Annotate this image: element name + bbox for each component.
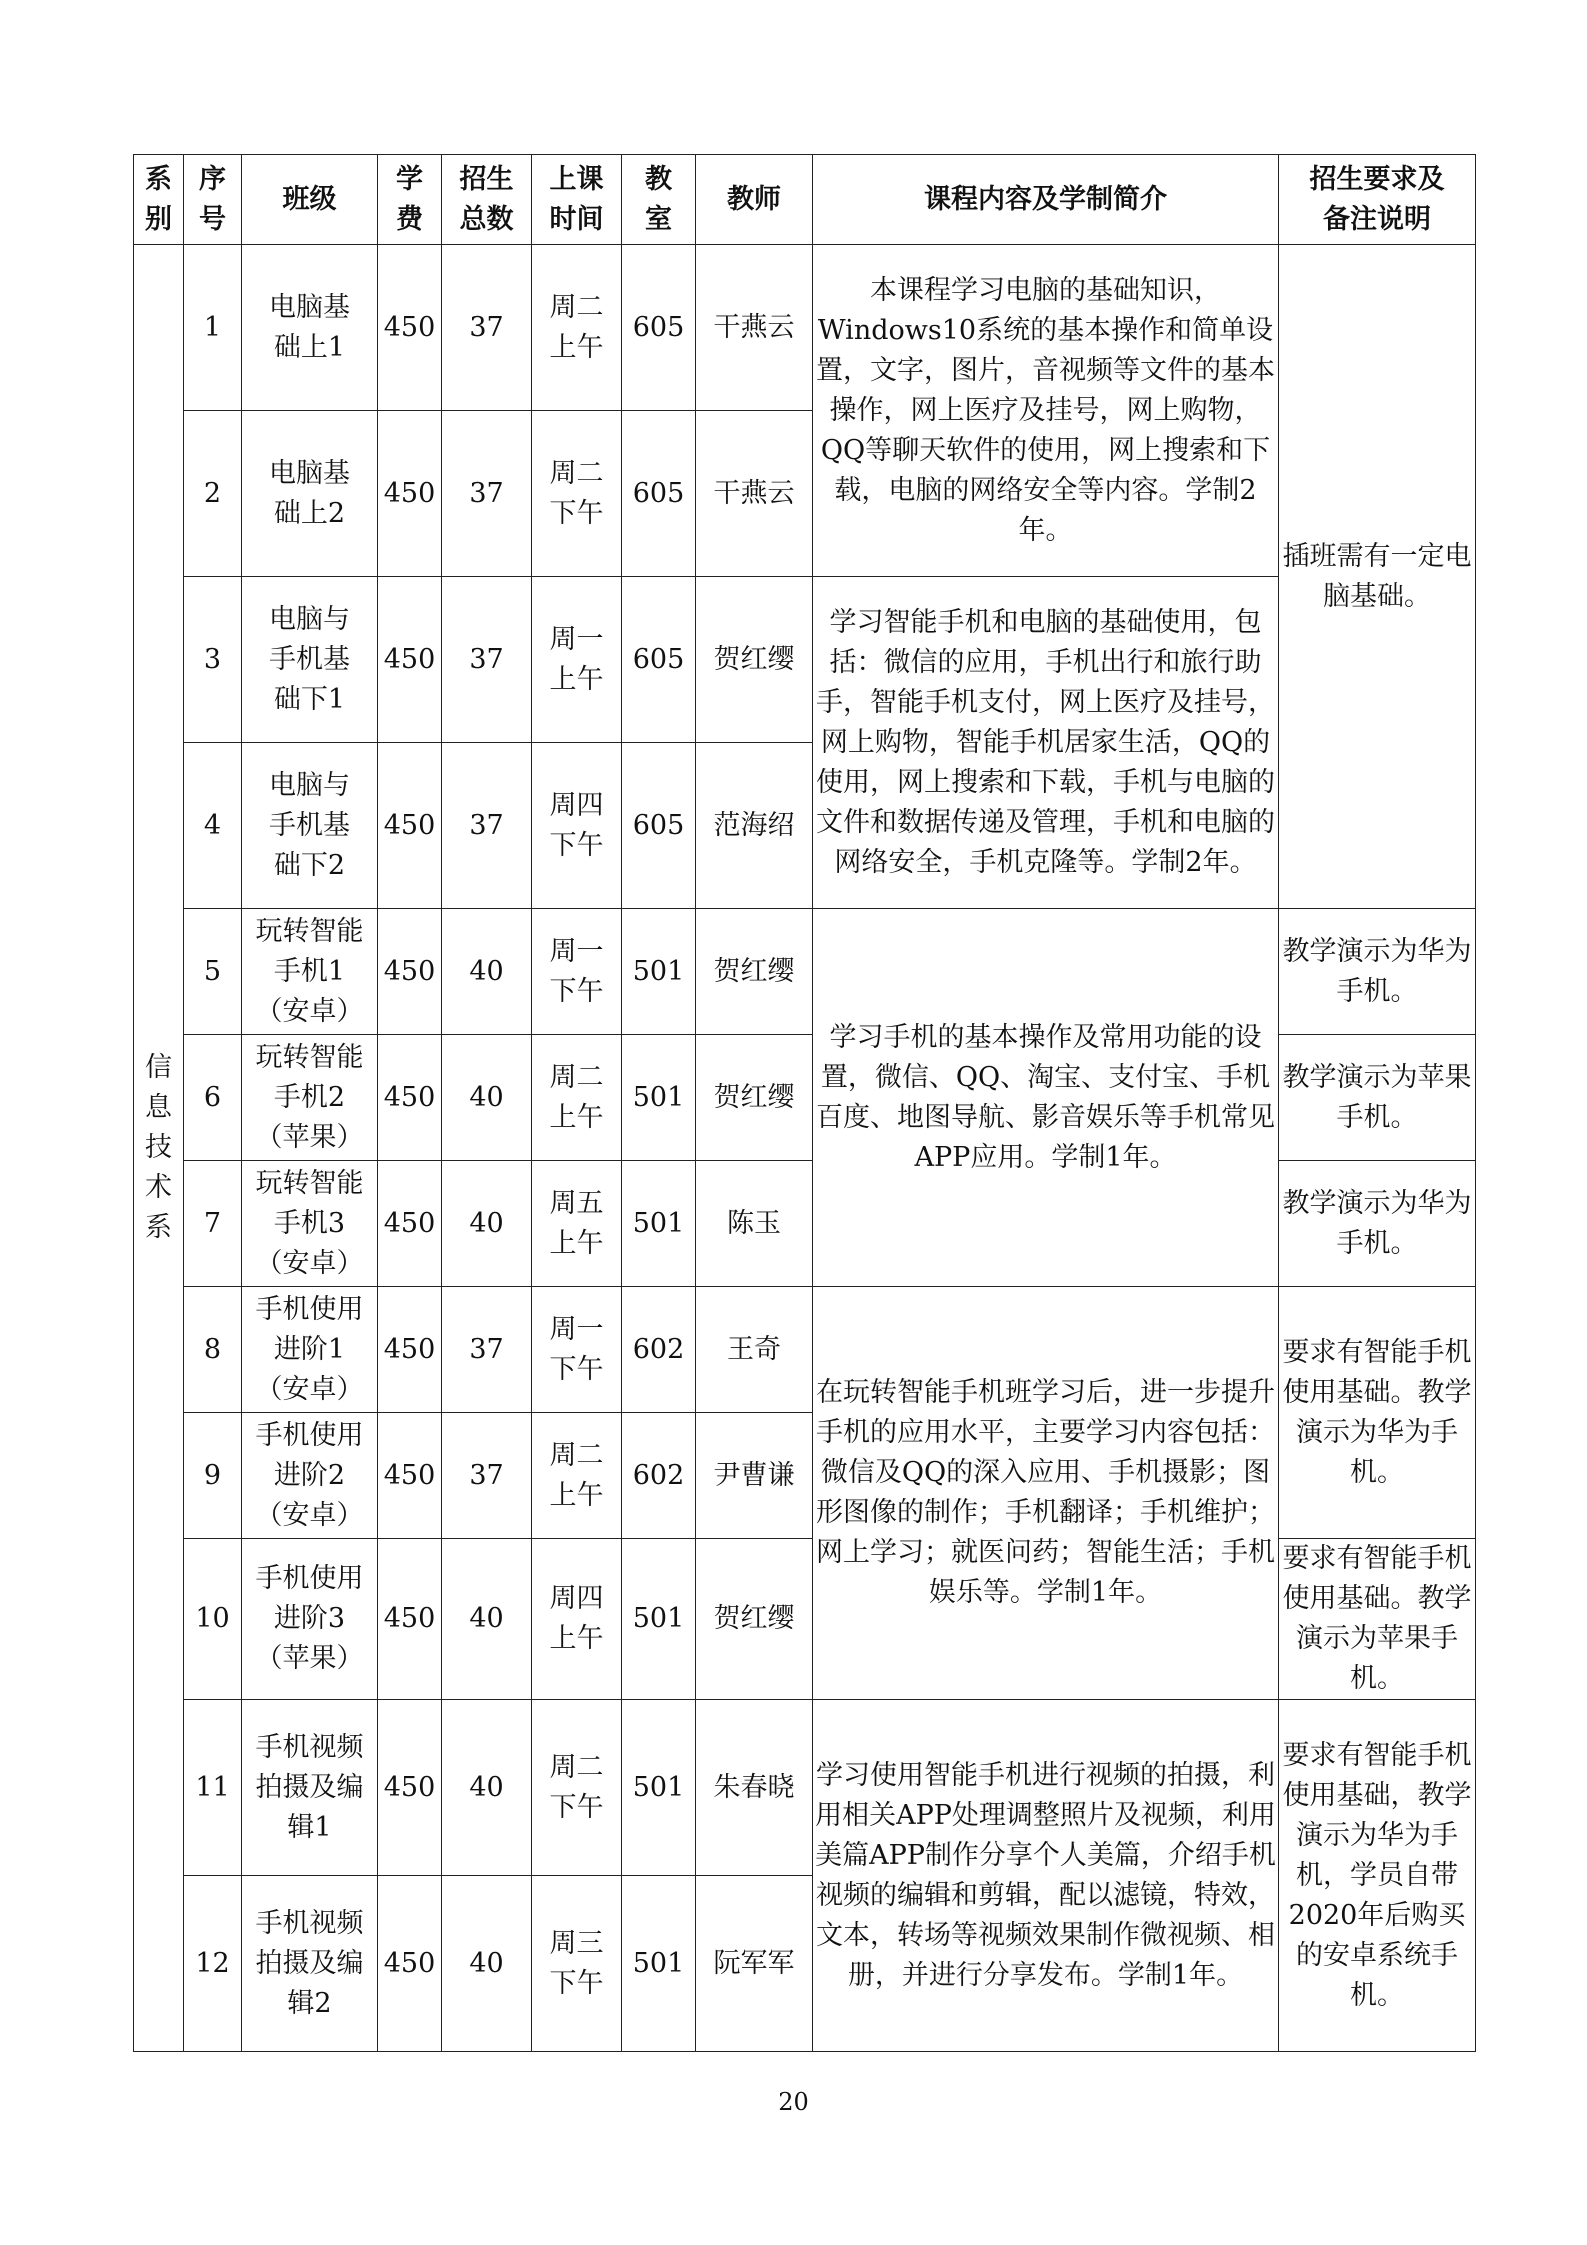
time-cell: 周一上午 (532, 577, 622, 743)
department-cell: 信息技术系 (134, 245, 184, 2052)
table-row (134, 909, 1476, 1035)
time-cell: 周二上午 (532, 1413, 622, 1539)
page-number: 20 (778, 2088, 809, 2116)
time-cell: 周二上午 (532, 1035, 622, 1161)
teacher-cell: 朱春晓 (696, 1700, 813, 1876)
enrollment-cell: 37 (442, 411, 532, 577)
header-content: 课程内容及学制简介 (813, 155, 1279, 245)
enrollment-cell: 37 (442, 1287, 532, 1413)
header-requirements: 招生要求及备注说明 (1279, 155, 1476, 245)
time-cell: 周四下午 (532, 743, 622, 909)
fee-cell: 450 (378, 1413, 442, 1539)
requirement-note: 教学演示为苹果手机。 (1279, 1035, 1476, 1161)
header-time: 上课时间 (532, 155, 622, 245)
room-cell: 501 (622, 1035, 696, 1161)
time-cell: 周五上午 (532, 1161, 622, 1287)
table-row (134, 1700, 1476, 1876)
teacher-cell: 阮军军 (696, 1876, 813, 2052)
room-cell: 605 (622, 411, 696, 577)
course-description: 本课程学习电脑的基础知识，Windows10系统的基本操作和简单设置，文字，图片，音视频等文件的基本操作，网上医疗及挂号，网上购物，QQ等聊天软件的使用，网上搜索和下载，电脑的网络安全等内容。学制2年。 (813, 245, 1279, 577)
fee-cell: 450 (378, 577, 442, 743)
fee-cell: 450 (378, 1539, 442, 1700)
seq-cell: 6 (184, 1035, 242, 1161)
table-row (134, 577, 1476, 743)
class-name-cell: 电脑基础上2 (242, 411, 378, 577)
class-name-cell: 电脑基础上1 (242, 245, 378, 411)
class-name-cell: 手机使用进阶1（安卓） (242, 1287, 378, 1413)
header-room: 教室 (622, 155, 696, 245)
fee-cell: 450 (378, 1876, 442, 2052)
class-name-cell: 手机视频拍摄及编辑2 (242, 1876, 378, 2052)
fee-cell: 450 (378, 743, 442, 909)
teacher-cell: 陈玉 (696, 1161, 813, 1287)
seq-cell: 7 (184, 1161, 242, 1287)
fee-cell: 450 (378, 1035, 442, 1161)
time-cell: 周一下午 (532, 909, 622, 1035)
header-row (134, 155, 1476, 245)
room-cell: 501 (622, 909, 696, 1035)
table-row (134, 245, 1476, 411)
seq-cell: 11 (184, 1700, 242, 1876)
enrollment-cell: 40 (442, 1876, 532, 2052)
room-cell: 501 (622, 1700, 696, 1876)
class-name-cell: 手机视频拍摄及编辑1 (242, 1700, 378, 1876)
teacher-cell: 干燕云 (696, 245, 813, 411)
time-cell: 周二上午 (532, 245, 622, 411)
requirement-note: 要求有智能手机使用基础。教学演示为苹果手机。 (1279, 1539, 1476, 1700)
fee-cell: 450 (378, 1161, 442, 1287)
seq-cell: 10 (184, 1539, 242, 1700)
fee-cell: 450 (378, 1700, 442, 1876)
header-enrollment: 招生总数 (442, 155, 532, 245)
seq-cell: 5 (184, 909, 242, 1035)
seq-cell: 12 (184, 1876, 242, 2052)
teacher-cell: 贺红缨 (696, 577, 813, 743)
header-department: 系别 (134, 155, 184, 245)
room-cell: 501 (622, 1876, 696, 2052)
fee-cell: 450 (378, 245, 442, 411)
header-seq: 序号 (184, 155, 242, 245)
room-cell: 501 (622, 1539, 696, 1700)
fee-cell: 450 (378, 1287, 442, 1413)
enrollment-cell: 37 (442, 743, 532, 909)
requirement-note: 教学演示为华为手机。 (1279, 1161, 1476, 1287)
room-cell: 501 (622, 1161, 696, 1287)
course-description: 在玩转智能手机班学习后，进一步提升手机的应用水平，主要学习内容包括：微信及QQ的深入应用、手机摄影；图形图像的制作；手机翻译；手机维护；网上学习；就医问药；智能生活；手机娱乐等。学制1年。 (813, 1287, 1279, 1700)
course-description: 学习智能手机和电脑的基础使用，包括：微信的应用，手机出行和旅行助手，智能手机支付，网上医疗及挂号，网上购物，智能手机居家生活，QQ的使用，网上搜索和下载，手机与电脑的文件和数据传递及管理，手机和电脑的网络安全，手机克隆等。学制2年。 (813, 577, 1279, 909)
course-table (133, 154, 1476, 2052)
seq-cell: 4 (184, 743, 242, 909)
seq-cell: 1 (184, 245, 242, 411)
class-name-cell: 手机使用进阶2（安卓） (242, 1413, 378, 1539)
class-name-cell: 手机使用进阶3（苹果） (242, 1539, 378, 1700)
table-row (134, 1287, 1476, 1413)
teacher-cell: 范海绍 (696, 743, 813, 909)
enrollment-cell: 40 (442, 1700, 532, 1876)
seq-cell: 2 (184, 411, 242, 577)
seq-cell: 9 (184, 1413, 242, 1539)
header-class-name: 班级 (242, 155, 378, 245)
enrollment-cell: 40 (442, 1539, 532, 1700)
requirement-note: 要求有智能手机使用基础，教学演示为华为手机，学员自带2020年后购买的安卓系统手机。 (1279, 1700, 1476, 2052)
requirement-note: 插班需有一定电脑基础。 (1279, 245, 1476, 909)
teacher-cell: 贺红缨 (696, 1035, 813, 1161)
room-cell: 605 (622, 245, 696, 411)
enrollment-cell: 40 (442, 1035, 532, 1161)
class-name-cell: 电脑与手机基础下1 (242, 577, 378, 743)
header-teacher: 教师 (696, 155, 813, 245)
requirement-note: 教学演示为华为手机。 (1279, 909, 1476, 1035)
header-fee: 学费 (378, 155, 442, 245)
fee-cell: 450 (378, 411, 442, 577)
enrollment-cell: 37 (442, 245, 532, 411)
time-cell: 周二下午 (532, 411, 622, 577)
time-cell: 周四上午 (532, 1539, 622, 1700)
enrollment-cell: 40 (442, 1161, 532, 1287)
time-cell: 周二下午 (532, 1700, 622, 1876)
enrollment-cell: 37 (442, 577, 532, 743)
seq-cell: 8 (184, 1287, 242, 1413)
teacher-cell: 贺红缨 (696, 909, 813, 1035)
fee-cell: 450 (378, 909, 442, 1035)
requirement-note: 要求有智能手机使用基础。教学演示为华为手机。 (1279, 1287, 1476, 1539)
course-description: 学习使用智能手机进行视频的拍摄，利用相关APP处理调整照片及视频，利用美篇APP制作分享个人美篇，介绍手机视频的编辑和剪辑，配以滤镜，特效，文本，转场等视频效果制作微视频、相册，并进行分享发布。学制1年。 (813, 1700, 1279, 2052)
room-cell: 605 (622, 577, 696, 743)
enrollment-cell: 37 (442, 1413, 532, 1539)
teacher-cell: 干燕云 (696, 411, 813, 577)
time-cell: 周一下午 (532, 1287, 622, 1413)
enrollment-cell: 40 (442, 909, 532, 1035)
seq-cell: 3 (184, 577, 242, 743)
teacher-cell: 贺红缨 (696, 1539, 813, 1700)
teacher-cell: 王奇 (696, 1287, 813, 1413)
teacher-cell: 尹曹谦 (696, 1413, 813, 1539)
room-cell: 605 (622, 743, 696, 909)
time-cell: 周三下午 (532, 1876, 622, 2052)
class-name-cell: 玩转智能手机1（安卓） (242, 909, 378, 1035)
course-description: 学习手机的基本操作及常用功能的设置，微信、QQ、淘宝、支付宝、手机百度、地图导航、影音娱乐等手机常见APP应用。学制1年。 (813, 909, 1279, 1287)
class-name-cell: 电脑与手机基础下2 (242, 743, 378, 909)
room-cell: 602 (622, 1413, 696, 1539)
room-cell: 602 (622, 1287, 696, 1413)
class-name-cell: 玩转智能手机2（苹果） (242, 1035, 378, 1161)
class-name-cell: 玩转智能手机3（安卓） (242, 1161, 378, 1287)
